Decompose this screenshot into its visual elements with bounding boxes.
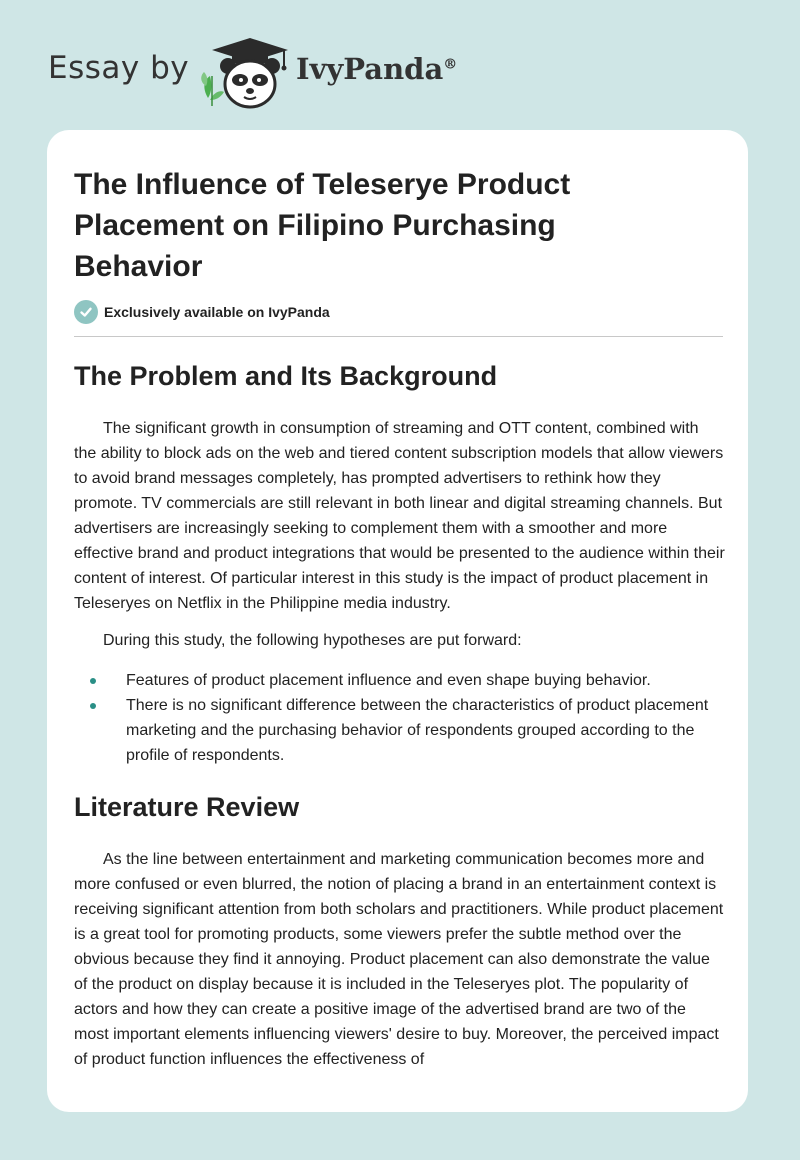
hypotheses-list <box>88 668 728 768</box>
essay-card <box>47 130 748 1112</box>
site-header <box>48 30 508 110</box>
check-icon <box>74 300 98 324</box>
essay-title: The Influence of Teleserye Product Placement on Filipino Purchasing Behavior <box>74 168 571 283</box>
brand-name: IvyPanda® <box>296 52 458 86</box>
paragraph: As the line between entertainment and marketing communication becomes more and more confused or even blurred, the notion of placing a brand in an entertainment context is receiving significant attention from both scholars and practitioners. While product placement is a great tool for promoting products, some viewers prefer the subtle method over the obvious because they find it annoying. Product placement can also demonstrate the value of the product on display because it is included in the Teleseryes plot. The popularity of actors and how they can create a positive image of the advertised brand are two of the most important elements influencing viewers' desire to buy. Moreover, the perceived impact of product function influences the effectiveness of <box>74 851 724 1068</box>
exclusive-notice <box>74 299 723 325</box>
exclusive-label: Exclusively available on IvyPanda <box>104 304 330 320</box>
section-heading: The Problem and Its Background <box>74 361 498 391</box>
divider <box>74 336 723 337</box>
bullet-icon <box>90 678 96 684</box>
section-heading: Literature Review <box>74 792 300 822</box>
bullet-icon <box>90 703 96 709</box>
paragraph: During this study, the following hypotheses are put forward: <box>103 632 522 649</box>
list-item <box>88 668 728 693</box>
essay-by-label: Essay by <box>48 50 190 86</box>
list-item-text: There is no significant difference between the characteristics of product placement marketing and the purchasing behavior of respondents grouped according to the profile of respondents. <box>126 697 709 764</box>
panda-logo-icon <box>200 36 296 110</box>
list-item-text: Features of product placement influence and even shape buying behavior. <box>126 672 651 689</box>
list-item <box>88 693 728 768</box>
paragraph: The significant growth in consumption of streaming and OTT content, combined with the ability to block ads on the web and tiered content subscription models that allow viewers to avoid brand messages completely, has prompted advertisers to rethink how they promote. TV commercials are still relevant in both linear and digital streaming channels. But advertisers are increasingly seeking to complement them with a smoother and more effective brand and product integrations that would be presented to the audience within their content of interest. Of particular interest in this study is the impact of product placement in Teleseryes on Netflix in the Philippine media industry. <box>74 420 725 612</box>
